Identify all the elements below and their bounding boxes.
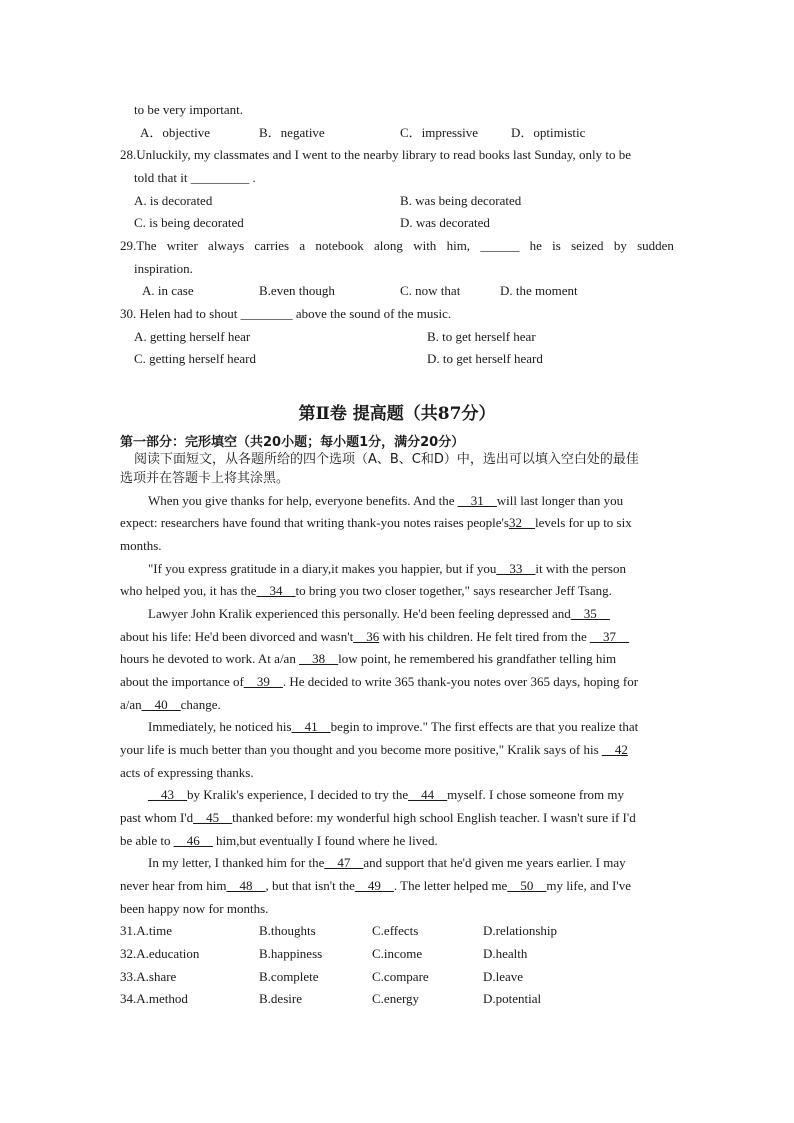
word: a (299, 238, 306, 253)
q27-option-b: B．negative (259, 125, 325, 140)
blank-36: __36 (353, 629, 380, 644)
q27-option-d: D．optimistic (511, 125, 586, 140)
passage-line: been happy now for months. (120, 901, 269, 916)
passage-line: never hear from him__48__, but that isn't the__49__. The letter helped me__50__my life, and I've (120, 878, 631, 893)
passage-line: expect: researchers have found that writing thank-you notes raises people's32__levels for up to six (120, 515, 632, 530)
choice-option: C.compare (372, 969, 429, 984)
q28-stem-line2: told that it _________ . (134, 170, 256, 185)
blank-34: __34__ (256, 583, 296, 598)
blank-33: __33__ (496, 561, 536, 576)
passage-line: your life is much better than you thought and you become more positive," Kralik says of his __42 (120, 742, 628, 757)
passage-line: who helped you, it has the__34__to bring you two closer together," says researcher Jeff Tsang. (120, 583, 612, 598)
blank-45: __45__ (193, 810, 233, 825)
section-one-instruction-line2: 选项并在答题卡上将其涂黑。 (120, 471, 290, 486)
q29-option-d: D. the moment (500, 283, 578, 298)
blank-47: __47__ (324, 855, 364, 870)
choice-option: B.desire (259, 991, 302, 1006)
choice-option: C.income (372, 946, 423, 961)
part-two-title: 第Ⅱ卷 提高题（共87分） (298, 404, 496, 424)
q29-stem-line2: inspiration. (134, 261, 193, 276)
blank-48: __48__ (226, 878, 266, 893)
blank-38: __38__ (299, 651, 339, 666)
q29-option-a: A. in case (142, 283, 194, 298)
choice-row: 34.A.method (120, 991, 188, 1006)
choice-option: C.energy (372, 991, 420, 1006)
word: he (529, 238, 542, 253)
blank-39: __39__ (243, 674, 283, 689)
q28-option-a: A. is decorated (134, 193, 213, 208)
blank-49: __49__ (354, 878, 394, 893)
blank-50: __50__ (507, 878, 547, 893)
q28-option-d: D. was decorated (400, 215, 490, 230)
word: carries (254, 238, 290, 253)
blank-42: __42 (601, 742, 628, 757)
choice-option: B.happiness (259, 946, 323, 961)
word: notebook (315, 238, 364, 253)
q30-option-c: C. getting herself heard (134, 351, 257, 366)
passage-line: past whom I'd__45__thanked before: my wonderful high school English teacher. I wasn't sure if I'd (120, 810, 636, 825)
choice-row: 32.A.education (120, 946, 200, 961)
choice-option: B.thoughts (259, 923, 316, 938)
answer-blank: ______ (480, 238, 520, 253)
choice-option: B.complete (259, 969, 319, 984)
passage-line: months. (120, 538, 162, 553)
q30-option-b: B. to get herself hear (427, 329, 536, 344)
choice-option: D.relationship (483, 923, 558, 938)
word: him, (446, 238, 471, 253)
q29-option-c: C. now that (400, 283, 461, 298)
blank-37: __37__ (590, 629, 630, 644)
blank-41: __41__ (291, 719, 331, 734)
passage-line: hours he devoted to work. At a/an __38__low point, he remembered his grandfather telling him (120, 651, 617, 666)
passage-line: Immediately, he noticed his__41__begin to improve." The first effects are that you realize that (148, 719, 639, 734)
passage-line: a/an__40__change. (120, 697, 221, 712)
word: always (208, 238, 245, 253)
word: by (613, 238, 627, 253)
q27-option-c: C．impressive (400, 125, 478, 140)
passage-line: Lawyer John Kralik experienced this personally. He'd been feeling depressed and__35__ (148, 606, 610, 621)
passage-line: In my letter, I thanked him for the__47__and support that he'd given me years earlier. I may (148, 855, 626, 870)
q27-option-a: A．objective (140, 125, 211, 140)
passage-line: be able to __46__ him,but eventually I found where he lived. (120, 833, 438, 848)
word: along (374, 238, 403, 253)
blank-31: __31__ (457, 493, 497, 508)
section-one-heading: 第一部分：完形填空（共20小题；每小题1分，满分20分） (120, 435, 465, 450)
choice-row: 33.A.share (120, 969, 177, 984)
q30-option-a: A. getting herself hear (134, 329, 251, 344)
q30-option-d: D. to get herself heard (427, 351, 543, 366)
passage-line: about his life: He'd been divorced and wasn't__36 with his children. He felt tired from the __37__ (120, 629, 630, 644)
word: sudden (637, 238, 674, 253)
blank-44: __44__ (408, 787, 448, 802)
choice-option: D.potential (483, 991, 542, 1006)
choice-option: D.leave (483, 969, 524, 984)
q30-stem: 30. Helen had to shout ________ above the sound of the music. (120, 306, 452, 321)
blank-40: __40__ (141, 697, 181, 712)
q27-stem-tail: to be very important. (134, 102, 244, 117)
word: is (552, 238, 561, 253)
blank-35: __35__ (570, 606, 610, 621)
word: 29.The (120, 238, 157, 253)
q29-option-b: B.even though (259, 283, 335, 298)
choice-row: 31.A.time (120, 923, 172, 938)
word: writer (166, 238, 198, 253)
word: seized (571, 238, 604, 253)
blank-43: __43__ (148, 787, 187, 802)
blank-32: 32__ (508, 515, 535, 530)
q29-stem-line1 (120, 238, 674, 254)
passage-line: "If you express gratitude in a diary,it makes you happier, but if you__33__it with the person (148, 561, 626, 576)
blank-46: __46__ (173, 833, 213, 848)
choice-option: C.effects (372, 923, 419, 938)
passage-line: When you give thanks for help, everyone benefits. And the __31__will last longer than you (148, 493, 624, 508)
passage-line: acts of expressing thanks. (120, 765, 254, 780)
choice-option: D.health (483, 946, 528, 961)
q28-stem-line1: 28.Unluckily, my classmates and I went to the nearby library to read books last Sunday, only to be (120, 147, 631, 162)
passage-line: about the importance of__39__. He decided to write 365 thank-you notes over 365 days, hoping for (120, 674, 639, 689)
passage-line: __43__by Kralik's experience, I decided to try the__44__myself. I chose someone from my (148, 787, 624, 802)
q28-option-b: B. was being decorated (400, 193, 522, 208)
q28-option-c: C. is being decorated (134, 215, 244, 230)
word: with (413, 238, 437, 253)
section-one-instruction-line1: 阅读下面短文，从各题所给的四个选项（A、B、C和D）中，选出可以填入空白处的最佳 (134, 452, 639, 467)
